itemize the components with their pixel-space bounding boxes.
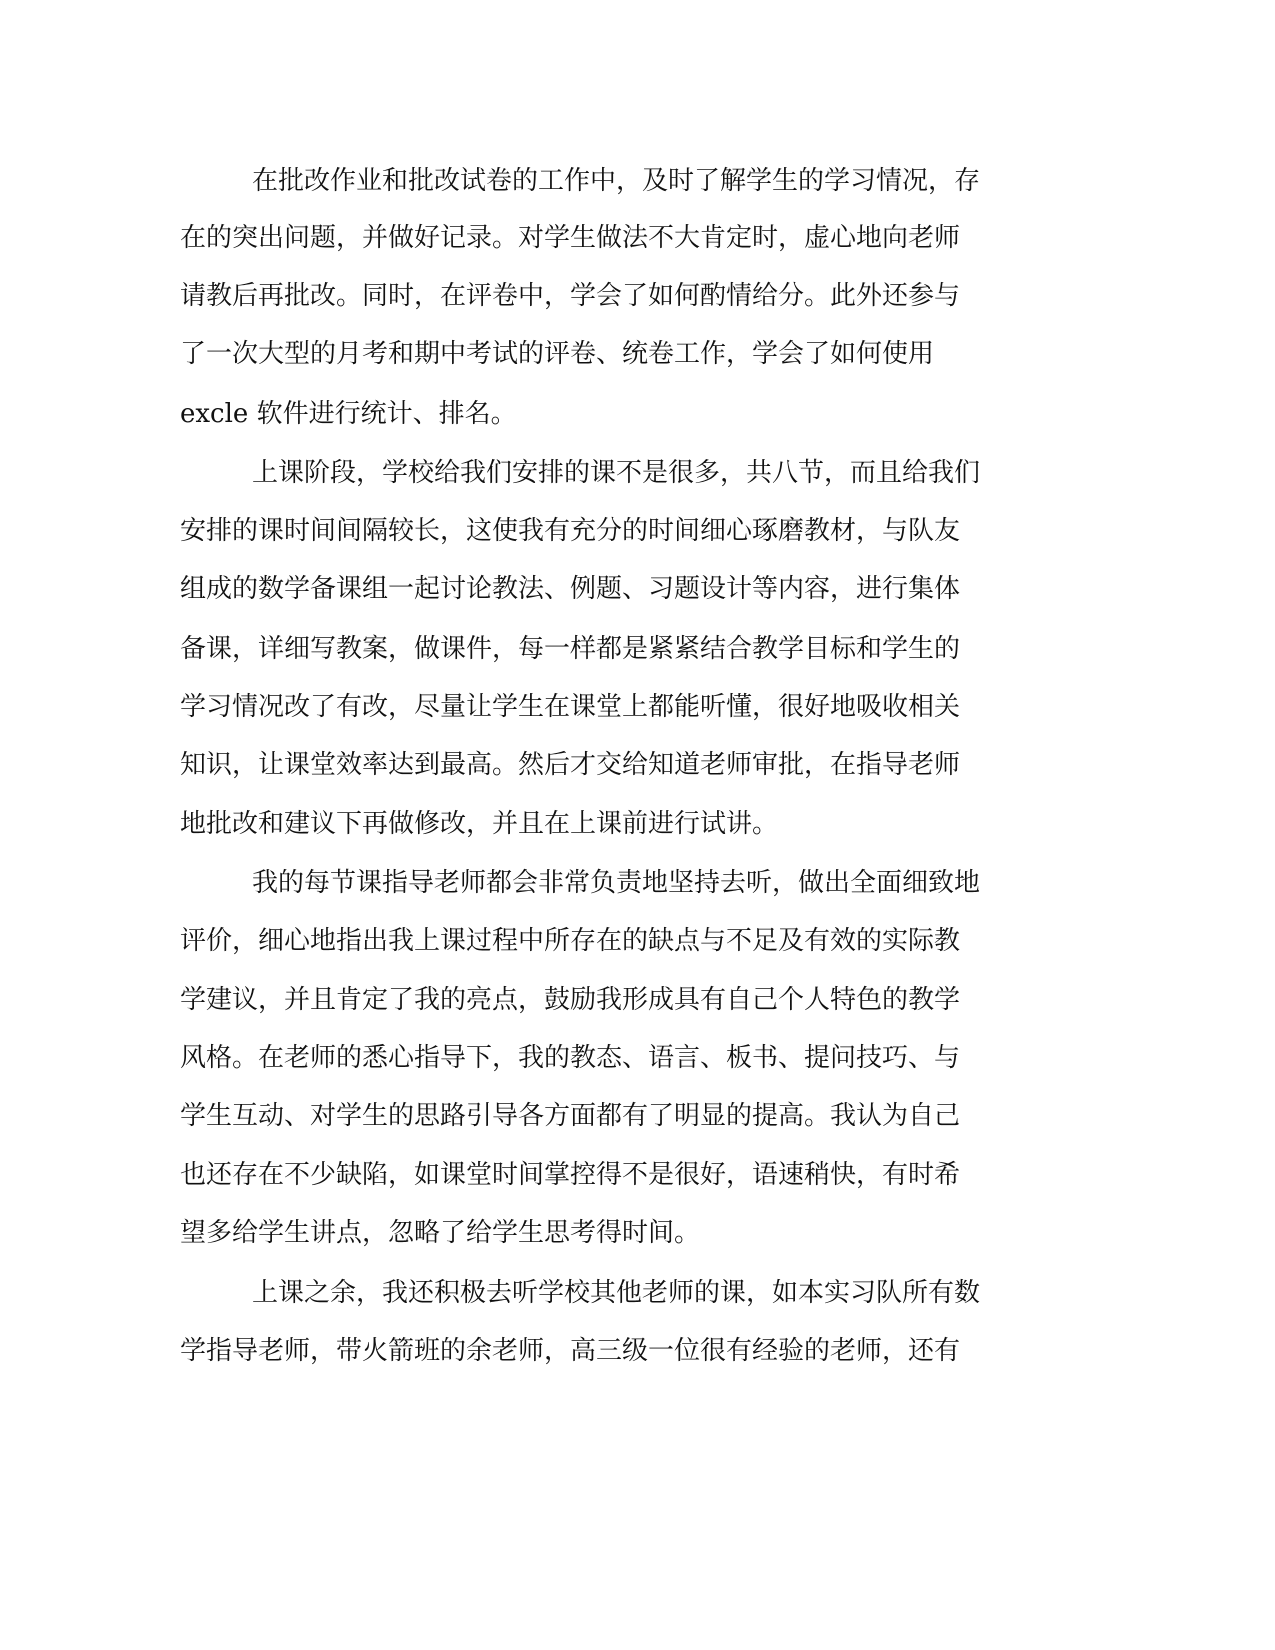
paragraph-4-line-2: 学指导老师，带火箭班的余老师，高三级一位很有经验的老师，还有 <box>180 1336 961 1366</box>
paragraph-3-line-3: 学建议，并且肯定了我的亮点，鼓励我形成具有自己个人特色的教学 <box>180 985 961 1015</box>
paragraph-2-line-7: 地批改和建议下再做修改，并且在上课前进行试讲。 <box>180 809 779 839</box>
paragraph-3-line-1: 我的每节课指导老师都会非常负责地坚持去听，做出全面细致地 <box>252 868 981 898</box>
paragraph-3-line-4: 风格。在老师的悉心指导下，我的教态、语言、板书、提问技巧、与 <box>180 1043 961 1073</box>
paragraph-1-line-4: 了一次大型的月考和期中考试的评卷、统卷工作，学会了如何使用 <box>180 339 935 369</box>
paragraph-2-line-4: 备课，详细写教案，做课件，每一样都是紧紧结合教学目标和学生的 <box>180 634 961 664</box>
paragraph-3-line-7: 望多给学生讲点，忽略了给学生思考得时间。 <box>180 1218 701 1248</box>
paragraph-3-line-6: 也还存在不少缺陷，如课堂时间掌控得不是很好，语速稍快，有时希 <box>180 1160 961 1190</box>
paragraph-2-line-1: 上课阶段，学校给我们安排的课不是很多，共八节，而且给我们 <box>252 458 981 488</box>
paragraph-1-line-1: 在批改作业和批改试卷的工作中，及时了解学生的学习情况，存 <box>252 166 981 196</box>
paragraph-2-line-2: 安排的课时间间隔较长，这使我有充分的时间细心琢磨教材，与队友 <box>180 516 961 546</box>
paragraph-2-line-5: 学习情况改了有改，尽量让学生在课堂上都能听懂，很好地吸收相关 <box>180 692 961 722</box>
paragraph-1-line-3: 请教后再批改。同时，在评卷中，学会了如何酌情给分。此外还参与 <box>180 281 961 311</box>
paragraph-4-line-1: 上课之余，我还积极去听学校其他老师的课，如本实习队所有数 <box>252 1278 981 1308</box>
paragraph-2-line-6: 知识，让课堂效率达到最高。然后才交给知道老师审批，在指导老师 <box>180 750 961 780</box>
paragraph-1-line-2: 在的突出问题，并做好记录。对学生做法不大肯定时，虚心地向老师 <box>180 223 961 253</box>
paragraph-3-line-5: 学生互动、对学生的思路引导各方面都有了明显的提高。我认为自己 <box>180 1101 961 1131</box>
paragraph-3-line-2: 评价，细心地指出我上课过程中所存在的缺点与不足及有效的实际教 <box>180 926 961 956</box>
paragraph-2-line-3: 组成的数学备课组一起讨论教法、例题、习题设计等内容，进行集体 <box>180 574 961 604</box>
paragraph-1-line-5: excle 软件进行统计、排名。 <box>180 399 517 429</box>
